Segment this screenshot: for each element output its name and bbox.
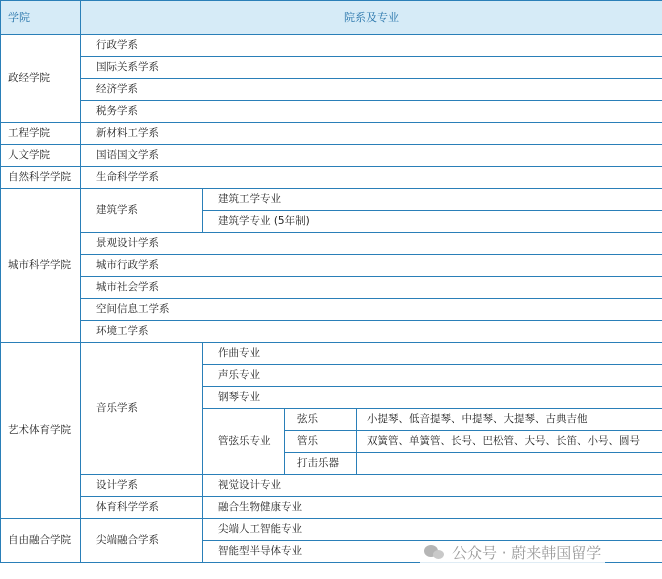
orchestral-strings: 弦乐	[285, 409, 357, 431]
orchestral-winds: 管乐	[285, 431, 357, 453]
table-row	[1, 145, 662, 167]
table-header	[1, 1, 662, 35]
table-row	[1, 475, 662, 497]
major-bio-health: 融合生物健康专业	[203, 497, 662, 519]
dept-advanced-convergence: 尖端融合学系	[81, 519, 203, 563]
table-row	[1, 101, 662, 123]
table-row	[1, 57, 662, 79]
major-semiconductor: 智能型半导体专业	[203, 541, 662, 563]
dept-economics: 经济学系	[81, 79, 662, 101]
major-composition: 作曲专业	[203, 343, 662, 365]
percussion-instrument-list	[357, 453, 662, 475]
watermark	[420, 541, 605, 563]
college-arts-sports: 艺术体育学院	[1, 343, 81, 519]
wechat-icon	[424, 543, 446, 561]
table-row	[1, 189, 662, 211]
dept-design: 设计学系	[81, 475, 203, 497]
table-row	[1, 167, 662, 189]
college-urban-science: 城市科学学院	[1, 189, 81, 343]
header-departments: 院系及专业	[81, 1, 662, 35]
table-row	[1, 321, 662, 343]
dept-korean-lit: 国语国文学系	[81, 145, 662, 167]
dept-sports-science: 体育科学学系	[81, 497, 203, 519]
table-row	[1, 255, 662, 277]
dept-public-admin: 行政学系	[81, 35, 662, 57]
winds-instrument-list: 双簧管、单簧管、长号、巴松管、大号、长笛、小号、圆号	[357, 431, 662, 453]
table-row	[1, 123, 662, 145]
dept-architecture: 建筑学系	[81, 189, 203, 233]
college-engineering: 工程学院	[1, 123, 81, 145]
header-college: 学院	[1, 1, 81, 35]
dept-intl-relations: 国际关系学系	[81, 57, 662, 79]
dept-landscape: 景观设计学系	[81, 233, 662, 255]
dept-environmental: 环境工学系	[81, 321, 662, 343]
major-vocal: 声乐专业	[203, 365, 662, 387]
orchestral-percussion: 打击乐器	[285, 453, 357, 475]
watermark-text: 公众号 · 蔚来韩国留学	[452, 543, 602, 562]
table-row	[1, 343, 662, 365]
major-arch-engineering: 建筑工学专业	[203, 189, 662, 211]
table-row	[1, 299, 662, 321]
dept-taxation: 税务学系	[81, 101, 662, 123]
table-row	[1, 519, 662, 541]
college-natural-science: 自然科学学院	[1, 167, 81, 189]
dept-urban-sociology: 城市社会学系	[81, 277, 662, 299]
dept-music: 音乐学系	[81, 343, 203, 475]
strings-instrument-list: 小提琴、低音提琴、中提琴、大提琴、古典吉他	[357, 409, 662, 431]
major-orchestral: 管弦乐专业	[203, 409, 285, 475]
college-humanities: 人文学院	[1, 145, 81, 167]
dept-new-materials: 新材料工学系	[81, 123, 662, 145]
table-row	[1, 497, 662, 519]
college-politics: 政经学院	[1, 35, 81, 123]
major-visual-design: 视觉设计专业	[203, 475, 662, 497]
major-piano: 钢琴专业	[203, 387, 662, 409]
table-row	[1, 277, 662, 299]
table-row	[1, 233, 662, 255]
major-ai: 尖端人工智能专业	[203, 519, 662, 541]
major-architecture-5yr: 建筑学专业 (5年制)	[203, 211, 662, 233]
table-row	[1, 79, 662, 101]
table-row	[1, 35, 662, 57]
dept-geoinfo: 空间信息工学系	[81, 299, 662, 321]
dept-life-science: 生命科学学系	[81, 167, 662, 189]
dept-urban-admin: 城市行政学系	[81, 255, 662, 277]
college-convergence: 自由融合学院	[1, 519, 81, 563]
